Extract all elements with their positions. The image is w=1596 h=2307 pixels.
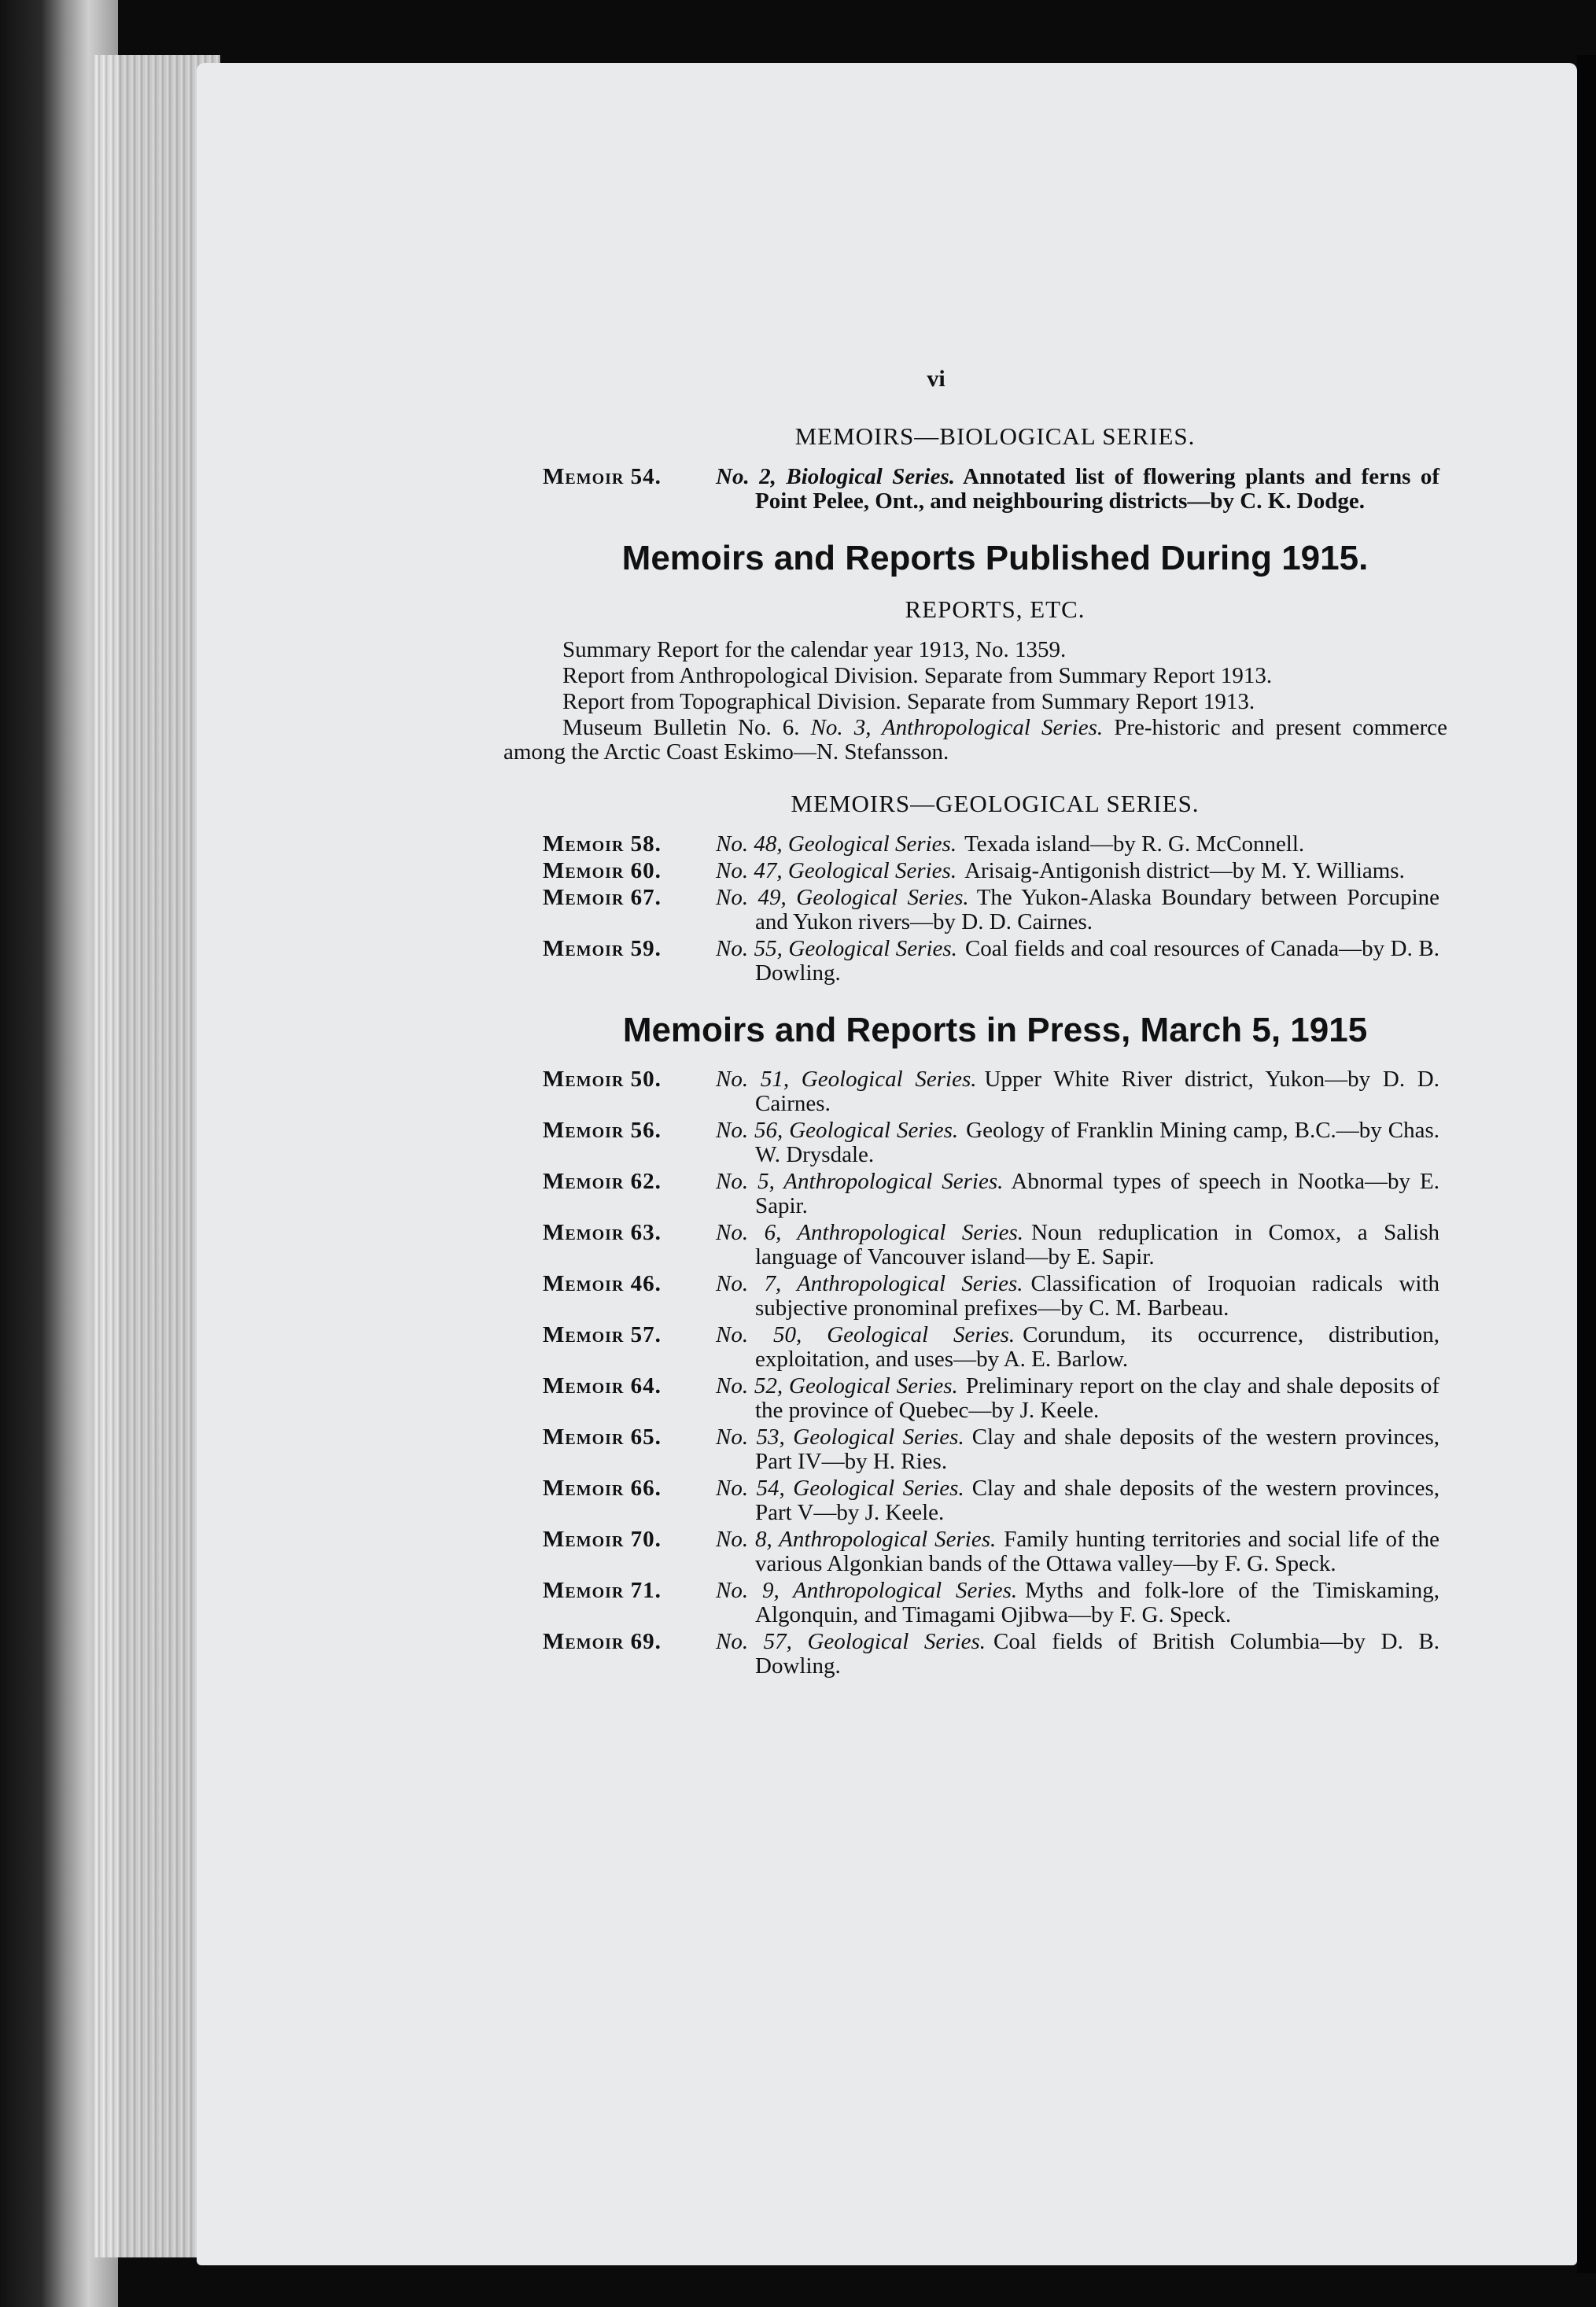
- memoir-title: Preliminary report on the clay and shale deposits of the province of Quebec—by J. Keele.: [755, 1373, 1439, 1423]
- series-label: No. 8, Anthropological Series.: [716, 1527, 997, 1552]
- memoir-number: Memoir 56.: [543, 1118, 662, 1143]
- memoir-entry: [543, 1221, 1447, 1270]
- memoir-entry: [543, 1272, 1447, 1321]
- memoir-entry: [543, 832, 1447, 857]
- memoir-description: [716, 859, 1447, 883]
- memoir-title: Family hunting territories and social life of the various Algonkian bands of the Ottawa valley—by F. G. Speck.: [755, 1527, 1439, 1576]
- memoir-title: Coal fields and coal resources of Canada—by D. B. Dowling.: [755, 936, 1439, 986]
- memoir-number: Memoir 50.: [543, 1067, 662, 1092]
- memoir-entry: [543, 859, 1447, 883]
- memoir-entry: [543, 465, 1447, 514]
- memoir-description: [716, 1221, 1447, 1270]
- page-number: vi: [927, 366, 945, 392]
- memoir-number: Memoir 66.: [543, 1476, 662, 1501]
- memoir-entry: [543, 1528, 1447, 1576]
- memoir-number: Memoir 60.: [543, 858, 662, 883]
- in-press-entries: [543, 1067, 1447, 1679]
- memoir-number: Memoir 71.: [543, 1578, 662, 1603]
- report-lead: Museum Bulletin No. 6.: [562, 715, 800, 740]
- biological-entries: [543, 465, 1447, 514]
- memoir-description: [716, 1067, 1447, 1116]
- memoir-entry: [543, 1374, 1447, 1423]
- memoir-number: Memoir 69.: [543, 1629, 662, 1654]
- memoir-entry: [543, 1170, 1447, 1218]
- memoir-description: [716, 1118, 1447, 1167]
- memoir-number: Memoir 65.: [543, 1424, 662, 1450]
- series-label: No. 55, Geological Series.: [716, 936, 957, 961]
- memoir-description: [716, 1425, 1447, 1474]
- series-label: No. 49, Geological Series.: [716, 885, 969, 910]
- memoir-title: Corundum, its occurrence, distribution, exploitation, and uses—by A. E. Barlow.: [755, 1322, 1439, 1372]
- memoir-description: [716, 1323, 1447, 1372]
- memoir-number: Memoir 67.: [543, 885, 662, 910]
- memoir-description: [716, 937, 1447, 986]
- right-edge-shadow: [1577, 55, 1596, 2273]
- memoir-title: Coal fields of British Columbia—by D. B. Dowling.: [755, 1629, 1439, 1679]
- memoir-number: Memoir 70.: [543, 1527, 662, 1552]
- in-press-heading: Memoirs and Reports in Press, March 5, 1915: [622, 1011, 1368, 1049]
- geological-series-heading: MEMOIRS—GEOLOGICAL SERIES.: [791, 790, 1200, 817]
- series-label: No. 48, Geological Series.: [716, 831, 957, 857]
- memoir-description: [716, 1630, 1447, 1679]
- report-title: Pre-historic and present commerce among the Arctic Coast Eskimo—N. Stefansson.: [503, 715, 1447, 765]
- reports-list: [503, 638, 1447, 765]
- memoir-title: Myths and folk-lore of the Timiskaming, Algonquin, and Timagami Ojibwa—by F. G. Speck.: [755, 1578, 1439, 1627]
- memoir-description: [716, 1170, 1447, 1218]
- page-content: [503, 366, 1447, 1681]
- series-label: No. 51, Geological Series.: [716, 1067, 977, 1092]
- memoir-description: [716, 465, 1447, 514]
- series-label: No. 57, Geological Series.: [716, 1629, 986, 1654]
- series-label: No. 53, Geological Series.: [716, 1424, 964, 1450]
- memoir-number: Memoir 62.: [543, 1169, 662, 1194]
- report-item: Summary Report for the calendar year 1913, No. 1359.: [562, 637, 1067, 662]
- series-label: No. 6, Anthropological Series.: [716, 1220, 1024, 1245]
- memoir-title: Clay and shale deposits of the western provinces, Part IV—by H. Ries.: [755, 1424, 1439, 1474]
- memoir-title: Geology of Franklin Mining camp, B.C.—by Chas. W. Drysdale.: [755, 1118, 1439, 1167]
- memoir-entry: [543, 1425, 1447, 1474]
- memoir-entry: [543, 1630, 1447, 1679]
- geological-entries: [543, 832, 1447, 986]
- memoir-entry: [543, 1579, 1447, 1627]
- report-item: [503, 716, 1447, 765]
- memoir-title: The Yukon-Alaska Boundary between Porcupine and Yukon rivers—by D. D. Cairnes.: [755, 885, 1439, 934]
- memoir-number: Memoir 63.: [543, 1220, 662, 1245]
- memoir-title: Noun reduplication in Comox, a Salish language of Vancouver island—by E. Sapir.: [755, 1220, 1440, 1270]
- memoir-description: [716, 1528, 1447, 1576]
- series-label: No. 50, Geological Series.: [716, 1322, 1015, 1347]
- memoir-number: Memoir 58.: [543, 831, 662, 857]
- memoir-number: Memoir 54.: [543, 464, 662, 489]
- memoir-title: Classification of Iroquoian radicals with subjective pronominal prefixes—by C. M. Barbeau.: [755, 1271, 1440, 1321]
- series-label: No. 47, Geological Series.: [716, 858, 957, 883]
- memoir-number: Memoir 59.: [543, 936, 662, 961]
- report-item: Report from Anthropological Division. Separate from Summary Report 1913.: [562, 663, 1273, 688]
- memoir-number: Memoir 64.: [543, 1373, 662, 1399]
- series-label: No. 56, Geological Series.: [716, 1118, 959, 1143]
- memoir-number: Memoir 46.: [543, 1271, 662, 1296]
- series-label: No. 54, Geological Series.: [716, 1476, 964, 1501]
- memoir-entry: [543, 1118, 1447, 1167]
- report-item: Report from Topographical Division. Separate from Summary Report 1913.: [562, 689, 1255, 714]
- memoir-title: Arisaig-Antigonish district—by M. Y. Williams.: [964, 858, 1405, 883]
- memoir-title: Upper White River district, Yukon—by D. D. Cairnes.: [755, 1067, 1439, 1116]
- series-label: No. 9, Anthropological Series.: [716, 1578, 1018, 1603]
- biological-series-heading: MEMOIRS—BIOLOGICAL SERIES.: [794, 422, 1196, 450]
- memoir-entry: [543, 1476, 1447, 1525]
- memoir-description: [716, 886, 1447, 934]
- memoir-title: Texada island—by R. G. McConnell.: [964, 831, 1305, 857]
- series-label: No. 52, Geological Series.: [716, 1373, 958, 1399]
- memoir-entry: [543, 937, 1447, 986]
- memoir-entry: [543, 1067, 1447, 1116]
- memoir-description: [716, 832, 1447, 857]
- memoir-title: Abnormal types of speech in Nootka—by E. Sapir.: [755, 1169, 1439, 1218]
- reports-heading: REPORTS, ETC.: [905, 595, 1086, 623]
- series-label: No. 3, Anthropological Series.: [810, 715, 1104, 740]
- published-heading: Memoirs and Reports Published During 1915.: [621, 539, 1369, 577]
- memoir-description: [716, 1579, 1447, 1627]
- memoir-description: [716, 1272, 1447, 1321]
- series-label: No. 2, Biological Series.: [716, 464, 955, 489]
- memoir-description: [716, 1476, 1447, 1525]
- series-label: No. 7, Anthropological Series.: [716, 1271, 1023, 1296]
- series-label: No. 5, Anthropological Series.: [716, 1169, 1004, 1194]
- memoir-entry: [543, 886, 1447, 934]
- memoir-entry: [543, 1323, 1447, 1372]
- memoir-number: Memoir 57.: [543, 1322, 662, 1347]
- memoir-description: [716, 1374, 1447, 1423]
- memoir-title: Annotated list of flowering plants and ferns of Point Pelee, Ont., and neighbouring districts—by C. K. Dodge.: [755, 464, 1439, 514]
- memoir-title: Clay and shale deposits of the western provinces, Part V—by J. Keele.: [755, 1476, 1439, 1525]
